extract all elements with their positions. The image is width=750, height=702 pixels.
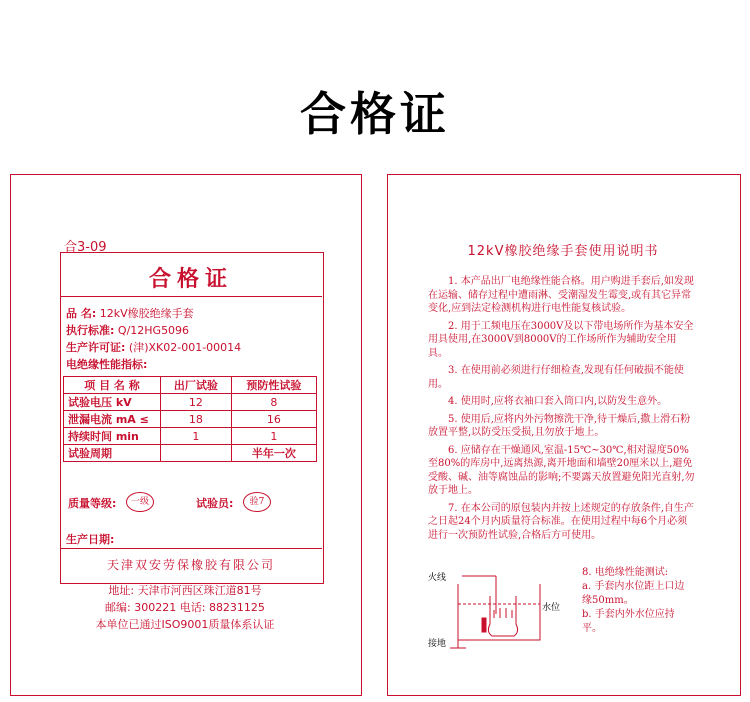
field-label: 品 名:: [66, 307, 97, 320]
field-label: 电绝缘性能指标:: [66, 358, 148, 371]
field-value: 12kV橡胶绝缘手套: [99, 307, 194, 320]
instruction-item: 7. 在本公司的原包装内并按上述规定的存放条件,自生产之日起24个月内质量符合标准。在使用过程中每6个月必须进行一次预防性试验,合格后方可使用。: [428, 502, 694, 541]
instruction-item: 1. 本产品出厂电绝缘性能合格。用户购进手套后,如发现在运输、储存过程中遭雨淋、受潮湿发生霉变,或有其它异常变化,应到法定检测机构进行电性能复核试验。: [428, 276, 694, 314]
table-cell: 半年一次: [231, 445, 316, 462]
instruction-item: 2. 用于工频电压在3000V及以下带电场所作为基本安全用具使用,在3000V到8000V的工作场所作为辅助安全用具。: [428, 320, 694, 359]
address: 地址: 天津市河西区珠江道81号: [108, 584, 262, 597]
quality-label: 质量等级:: [68, 497, 117, 510]
inspector-label: 试验员:: [196, 497, 234, 510]
ground-label: 接地: [428, 639, 447, 649]
table-cell: 12: [161, 394, 232, 411]
table-cell: 18: [161, 411, 232, 428]
table-row: [64, 445, 317, 462]
table-cell: 8: [231, 394, 316, 411]
test-note-b: b. 手套内外水位应持平。: [582, 609, 675, 634]
table-row: [64, 411, 317, 428]
form-code: 合3-09: [64, 240, 107, 255]
test-note-a: a. 手套内水位距上口边缘50mm。: [582, 581, 685, 606]
instruction-item: 6. 应储存在干燥通风,室温-15℃~30℃,相对湿度50%至80%的库房中,远离热源,离开地面和墙壁20厘米以上,避免受酸、碱、油等腐蚀品的影响;不要露天放置避免阳光直射,勿放于地上。: [428, 444, 695, 496]
spec-table: [63, 376, 317, 462]
contact: 邮编: 300221 电话: 88231125: [105, 601, 265, 614]
table-cell: 持续时间 min: [64, 428, 161, 445]
water-level-label: 水位: [542, 603, 561, 613]
table-cell: 泄漏电流 mA ≤: [64, 411, 161, 428]
heading-divider: [60, 296, 322, 297]
table-cell: 试验周期: [64, 445, 161, 462]
table-header-row: [64, 377, 317, 394]
field-value: (津)XK02-001-00014: [128, 341, 242, 354]
company-name: 天津双安劳保橡胶有限公司: [106, 558, 275, 572]
field-label: 执行标准:: [66, 324, 115, 337]
table-cell: 1: [231, 428, 316, 445]
table-header: 预防性试验: [231, 377, 316, 394]
field-value: Q/12HG5096: [117, 324, 190, 337]
instructions: [428, 275, 696, 542]
instruction-item: 5. 使用后,应将内外污物擦洗干净,待干燥后,撒上滑石粉放置平整,以防受压受损,且勿放于地上。: [428, 413, 691, 438]
certification: 本单位已通过ISO9001质量体系认证: [95, 618, 275, 631]
table-cell: 16: [231, 411, 316, 428]
inspector-stamp: 验7: [243, 492, 271, 512]
field-product-name: [66, 305, 194, 321]
field-license: [66, 339, 241, 355]
instruction-item: 3. 在使用前必须进行仔细检查,发现有任何破损不能使用。: [428, 365, 684, 390]
table-cell: 试验电压 kV: [64, 394, 161, 411]
field-insulation: [66, 356, 147, 372]
manual-title: 12kV橡胶绝缘手套使用说明书: [467, 244, 659, 259]
table-header: 项 目 名 称: [64, 377, 161, 394]
company-divider: [60, 548, 322, 549]
test-diagram: [428, 566, 568, 654]
field-standard: [66, 322, 189, 338]
test-notes: [582, 566, 694, 636]
certificate-heading: 合格证: [148, 267, 233, 292]
live-wire-label: 火线: [428, 573, 447, 583]
instruction-item: 4. 使用时,应将衣袖口套入筒口内,以防发生意外。: [448, 396, 668, 407]
quality-stamp: 一级: [126, 492, 154, 512]
table-cell: [161, 445, 232, 462]
field-label: 生产许可证:: [66, 341, 126, 354]
table-row: [64, 428, 317, 445]
production-date-label: 生产日期:: [66, 533, 115, 546]
table-header: 出厂试验: [161, 377, 232, 394]
test-heading: 8. 电绝缘性能测试:: [582, 567, 669, 578]
table-row: [64, 394, 317, 411]
page-title: 合格证: [300, 87, 450, 141]
table-cell: 1: [161, 428, 232, 445]
